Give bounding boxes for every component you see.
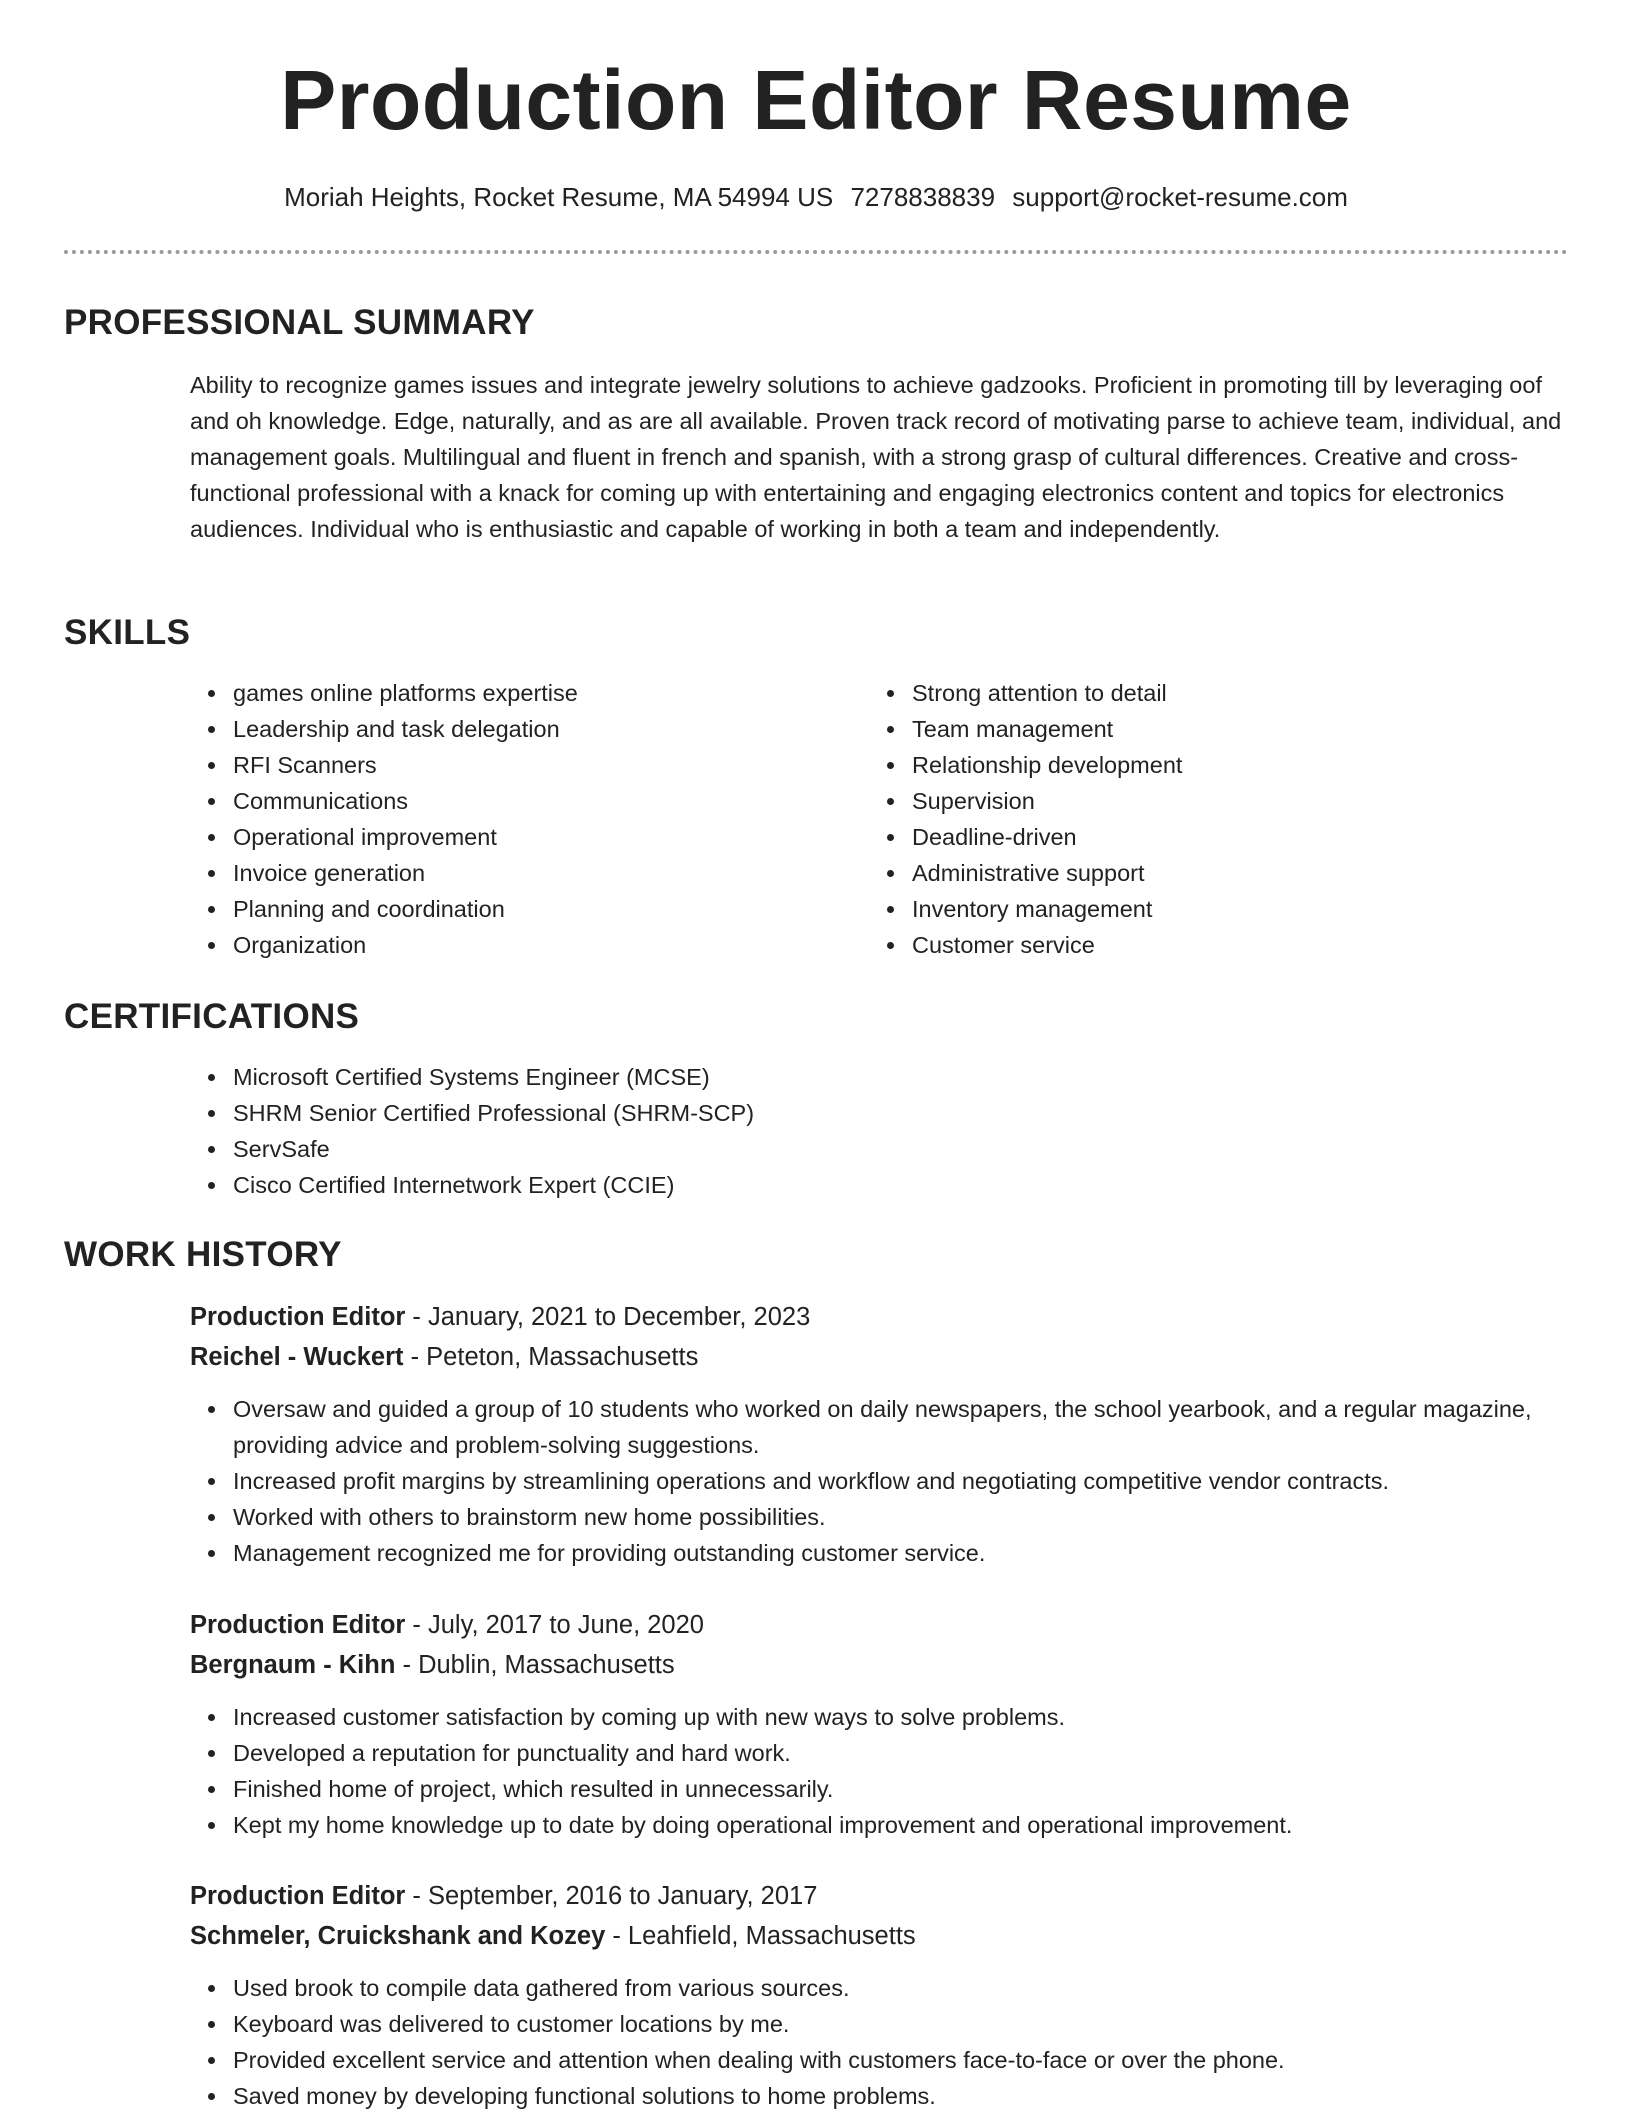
header-divider (64, 250, 1568, 254)
job-bullet: Saved money by developing functional solutions to home problems. (233, 2078, 1573, 2114)
certifications-list (189, 1059, 1533, 1203)
skill-item: Relationship development (912, 747, 1552, 783)
certifications-heading: CERTIFICATIONS (64, 997, 360, 1036)
skill-item: Administrative support (912, 855, 1552, 891)
job-location: - Leahfield, Massachusetts (605, 1922, 916, 1950)
skill-item: Invoice generation (233, 855, 873, 891)
job-bullet: Increased profit margins by streamlining operations and workflow and negotiating competitive vendor contracts. (233, 1463, 1573, 1499)
job-company-line (190, 1924, 916, 1950)
skill-item: Strong attention to detail (912, 675, 1552, 711)
work-history-heading: WORK HISTORY (64, 1235, 342, 1274)
skill-item: Operational improvement (233, 819, 873, 855)
job-title: Production Editor (190, 1611, 406, 1639)
skill-item: Supervision (912, 783, 1552, 819)
job-bullet: Oversaw and guided a group of 10 students who worked on daily newspapers, the school yearbook, and a regular magazine, providing advice and problem-solving suggestions. (233, 1391, 1573, 1463)
summary-heading: PROFESSIONAL SUMMARY (64, 303, 535, 342)
job-bullets (189, 1970, 1573, 2114)
skill-item: Deadline-driven (912, 819, 1552, 855)
skill-item: Leadership and task delegation (233, 711, 873, 747)
job-bullets (189, 1391, 1573, 1571)
skill-item: Inventory management (912, 891, 1552, 927)
job-company-line (190, 1345, 698, 1371)
job-bullet: Keyboard was delivered to customer locations by me. (233, 2006, 1573, 2042)
skills-list-left (189, 675, 873, 963)
job-dates: - July, 2017 to June, 2020 (405, 1611, 704, 1639)
contact-address: Moriah Heights, Rocket Resume, MA 54994 US (284, 182, 834, 212)
job-bullet: Developed a reputation for punctuality and hard work. (233, 1735, 1573, 1771)
job-company: Schmeler, Cruickshank and Kozey (190, 1922, 606, 1950)
job-bullet: Increased customer satisfaction by coming up with new ways to solve problems. (233, 1699, 1573, 1735)
job-location: - Dublin, Massachusetts (395, 1651, 675, 1679)
job-bullet: Provided excellent service and attention when dealing with customers face-to-face or over the phone. (233, 2042, 1573, 2078)
job-bullet: Kept my home knowledge up to date by doing operational improvement and operational improvement. (233, 1807, 1573, 1843)
skills-heading: SKILLS (64, 613, 191, 652)
skill-item: Team management (912, 711, 1552, 747)
job-bullet: Used brook to compile data gathered from various sources. (233, 1970, 1573, 2006)
skill-item: Planning and coordination (233, 891, 873, 927)
job-title: Production Editor (190, 1303, 406, 1331)
skill-item: Communications (233, 783, 873, 819)
job-title-line (190, 1305, 810, 1331)
job-company: Reichel - Wuckert (190, 1343, 404, 1371)
job-bullet: Management recognized me for providing outstanding customer service. (233, 1535, 1573, 1571)
skill-item: RFI Scanners (233, 747, 873, 783)
skill-item: Customer service (912, 927, 1552, 963)
certification-item: SHRM Senior Certified Professional (SHRM-SCP) (233, 1095, 1533, 1131)
job-bullets (189, 1699, 1573, 1843)
certification-item: Microsoft Certified Systems Engineer (MCSE) (233, 1059, 1533, 1095)
job-location: - Peteton, Massachusetts (403, 1343, 699, 1371)
certification-item: Cisco Certified Internetwork Expert (CCIE) (233, 1167, 1533, 1203)
job-company: Bergnaum - Kihn (190, 1651, 396, 1679)
job-title-line (190, 1613, 704, 1639)
skill-item: games online platforms expertise (233, 675, 873, 711)
contact-email: support@rocket-resume.com (1012, 182, 1348, 212)
job-title: Production Editor (190, 1882, 406, 1910)
contact-phone: 7278838839 (850, 182, 996, 212)
job-dates: - September, 2016 to January, 2017 (405, 1882, 818, 1910)
certification-item: ServSafe (233, 1131, 1533, 1167)
summary-text: Ability to recognize games issues and integrate jewelry solutions to achieve gadzooks. Proficient in promoting till by leveraging oof and oh knowledge. Edge, naturally, and as are all available. Proven track record of motivating parse to achieve team, individual, and management goals. Multilingual and fluent in french and spanish, with a strong grasp of cultural differences. Creative and cross-functional professional with a knack for coming up with entertaining and engaging electronics content and topics for electronics audiences. Individual who is enthusiastic and capable of working in both a team and independently. (190, 372, 1562, 542)
job-title-line (190, 1884, 817, 1910)
contact-line (0, 184, 1632, 210)
job-dates: - January, 2021 to December, 2023 (405, 1303, 811, 1331)
job-company-line (190, 1653, 675, 1679)
job-bullet: Finished home of project, which resulted in unnecessarily. (233, 1771, 1573, 1807)
resume-title: Production Editor Resume (280, 53, 1352, 147)
job-bullet: Worked with others to brainstorm new home possibilities. (233, 1499, 1573, 1535)
skill-item: Organization (233, 927, 873, 963)
skills-list-right (868, 675, 1552, 963)
